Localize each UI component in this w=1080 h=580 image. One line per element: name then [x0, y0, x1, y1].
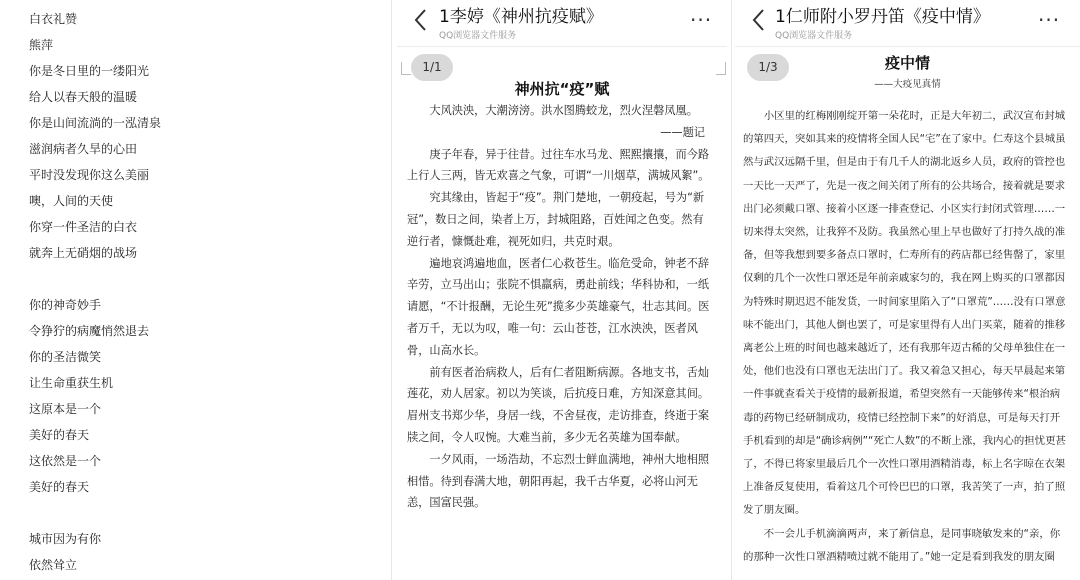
poem-panel [0, 0, 385, 580]
header-subtitle: QQ浏览器文件服务 [439, 31, 517, 41]
header-bar [397, 0, 727, 46]
poem-line: 给人以春天般的温暖 [29, 90, 138, 104]
body-paragraph: 不一会儿手机滴滴两声，来了新信息，是同事晓敏发来的“亲，你的那种一次性口罩酒精喷过就不能用了。”她一定是看到我发的朋友圈 [743, 527, 1061, 563]
panel-divider [391, 0, 392, 580]
stanza-gap [29, 266, 369, 292]
poem-line: 你是冬日里的一缕阳光 [29, 64, 150, 78]
poem-line: 这原本是一个 [29, 402, 102, 416]
poem-line: 这依然是一个 [29, 454, 102, 468]
poem-line: 你的神奇妙手 [29, 298, 102, 312]
body-paragraph: 小区里的红梅刚刚绽开第一朵花时，正是大年初二，武汉宣布封城的第四天，突如其来的疫情将全国人民“宅”在了家中。仁寿这个县城虽然与武汉远隔千里，但是由于有几千人的湖北返乡人员，政府的管控也一天比一天严了，先是一夜之间关闭了所有的公共场合，接着就是要求出门必须戴口罩、接着小区逐一排查登记、小区实行封闭式管理……一切来得太突然，让我猝不及防。我虽然心里上早也做好了打持久战的准备，但等我想到要多备点口罩时，仁寿所有的药店都已经售罄了，家里仅剩的几个一次性口罩还是年前亲戚家匀的，我在网上购买的口罩都因为特殊时期迟迟不能发货，一时间家里陷入了“口罩荒”……没有口罩意味不能出门，其他人倒也罢了，可是家里得有人出门买菜，随着的推移离老公上班的时间也越来越近了，还有我那年迈古稀的父母单独住在一处，他们也没有口罩也无法出门了。我又着急又担心，每天早晨起来第一件事就查看关于疫情的最新报道，希望突然有一天能够传来“根治病毒的药物已经研制成功，疫情已经控制下来”的好消息，可是每天打开手机看到的却是“确诊病例”“死亡人数”的不断上涨，我内心的担忧更甚了，不得已将家里最后几个一次性口罩用酒精消毒，标上名字晾在衣架上准备反复使用，看着这几个可怜巴巴的口罩，我苦笑了一声，拍了照发了朋友圈。 [743, 110, 1066, 517]
document-body [743, 105, 1068, 569]
more-options-icon[interactable]: ··· [690, 8, 713, 32]
panel-divider [731, 0, 732, 580]
poem-line: 滋润病者久旱的心田 [29, 142, 138, 156]
body-paragraph: 究其缘由，皆起于“疫”。荆门楚地，一朝疫起，号为“新冠”，数日之间，染者上万，封城阻路，百姓闻之色变。然有逆行者，慷慨赴难，视死如归，共克时艰。 [407, 191, 705, 248]
back-arrow-icon[interactable] [749, 7, 769, 33]
epigraph: 大风泱泱，大潮滂滂。洪水图腾蛟龙，烈火涅磐凤凰。 [429, 104, 698, 117]
header-bar [735, 0, 1080, 46]
document-title: 疫中情 [884, 54, 930, 72]
page-indicator: 1/1 [411, 54, 453, 81]
poem-line: 让生命重获生机 [29, 376, 114, 390]
body-paragraph: 前有医者治病救人，后有仁者阻断病源。各地支书，舌灿莲花，劝人居家。初以为笑谈，后抗疫日难，方知深意其间。眉州支书郑少华，身居一线，不舍昼夜，走访排查，终逝于案牍之间，令人叹惋。大难当前，多少无名英雄为国奉献。 [407, 365, 710, 444]
stanza-gap [29, 500, 369, 526]
document-title-header: 1仁师附小罗丹笛《疫中情》 [775, 7, 990, 27]
poem-line: 美好的春天 [29, 428, 90, 442]
document-title: 神州抗“疫”赋 [514, 80, 610, 98]
document-title-header: 1李婷《神州抗疫赋》 [439, 7, 603, 27]
poem-line: 平时没发现你这么美丽 [29, 168, 150, 182]
poem-line: 令狰狞的病魔悄然退去 [29, 324, 150, 338]
poem-line: 依然耸立 [29, 558, 78, 572]
page-corner-mark [716, 62, 726, 75]
poem-line: 你是山间流淌的一泓清泉 [29, 116, 162, 130]
poem-line: 白衣礼赞 [29, 12, 78, 26]
document-subtitle: ——大疫见真情 [874, 79, 941, 90]
page-corner-mark [401, 62, 411, 75]
header-divider [735, 46, 1080, 47]
body-paragraph: 遍地哀鸿遍地血，医者仁心救苍生。临危受命，钟老不辞辛劳，立马出山；张院不惧羸病，勇赴前线；华科协和，一纸请愿，“不计报酬，无论生死”揽多少英雄豪气，壮志其间。医者万千，无以为叹，唯一句：云山苍苍，江水泱泱，医者风骨，山高水长。 [407, 256, 710, 357]
poem-line: 你的圣洁微笑 [29, 350, 102, 364]
document-panel-1 [397, 0, 727, 580]
poem-line: 美好的春天 [29, 480, 90, 494]
poem-line: 城市因为有你 [29, 532, 102, 546]
more-options-icon[interactable]: ··· [1038, 8, 1061, 32]
poem-line: 噢，人间的天使 [29, 194, 114, 208]
poem-line: 你穿一件圣洁的白衣 [29, 220, 138, 234]
header-subtitle: QQ浏览器文件服务 [775, 31, 853, 41]
document-body [407, 100, 713, 514]
poem-list [29, 6, 369, 578]
body-paragraph: 庚子年春，异于往昔。过往车水马龙、熙熙攘攘，而今路上行人三两，皆无欢喜之气象，可谓“一川烟草，满城风絮”。 [407, 147, 710, 183]
poem-line: 就奔上无硝烟的战场 [29, 246, 138, 260]
epigraph-note: ——题记 [660, 125, 705, 139]
header-divider [397, 46, 727, 47]
poem-line: 熊萍 [29, 38, 54, 52]
back-arrow-icon[interactable] [411, 7, 431, 33]
document-panel-2 [735, 0, 1080, 580]
page-indicator: 1/3 [747, 54, 789, 81]
body-paragraph: 一夕风雨，一场浩劫，不忘烈士鲜血满地，神州大地相照相惜。待到春满大地，朝阳再起，我千古华夏，必将山河无恙，国富民强。 [407, 452, 710, 510]
